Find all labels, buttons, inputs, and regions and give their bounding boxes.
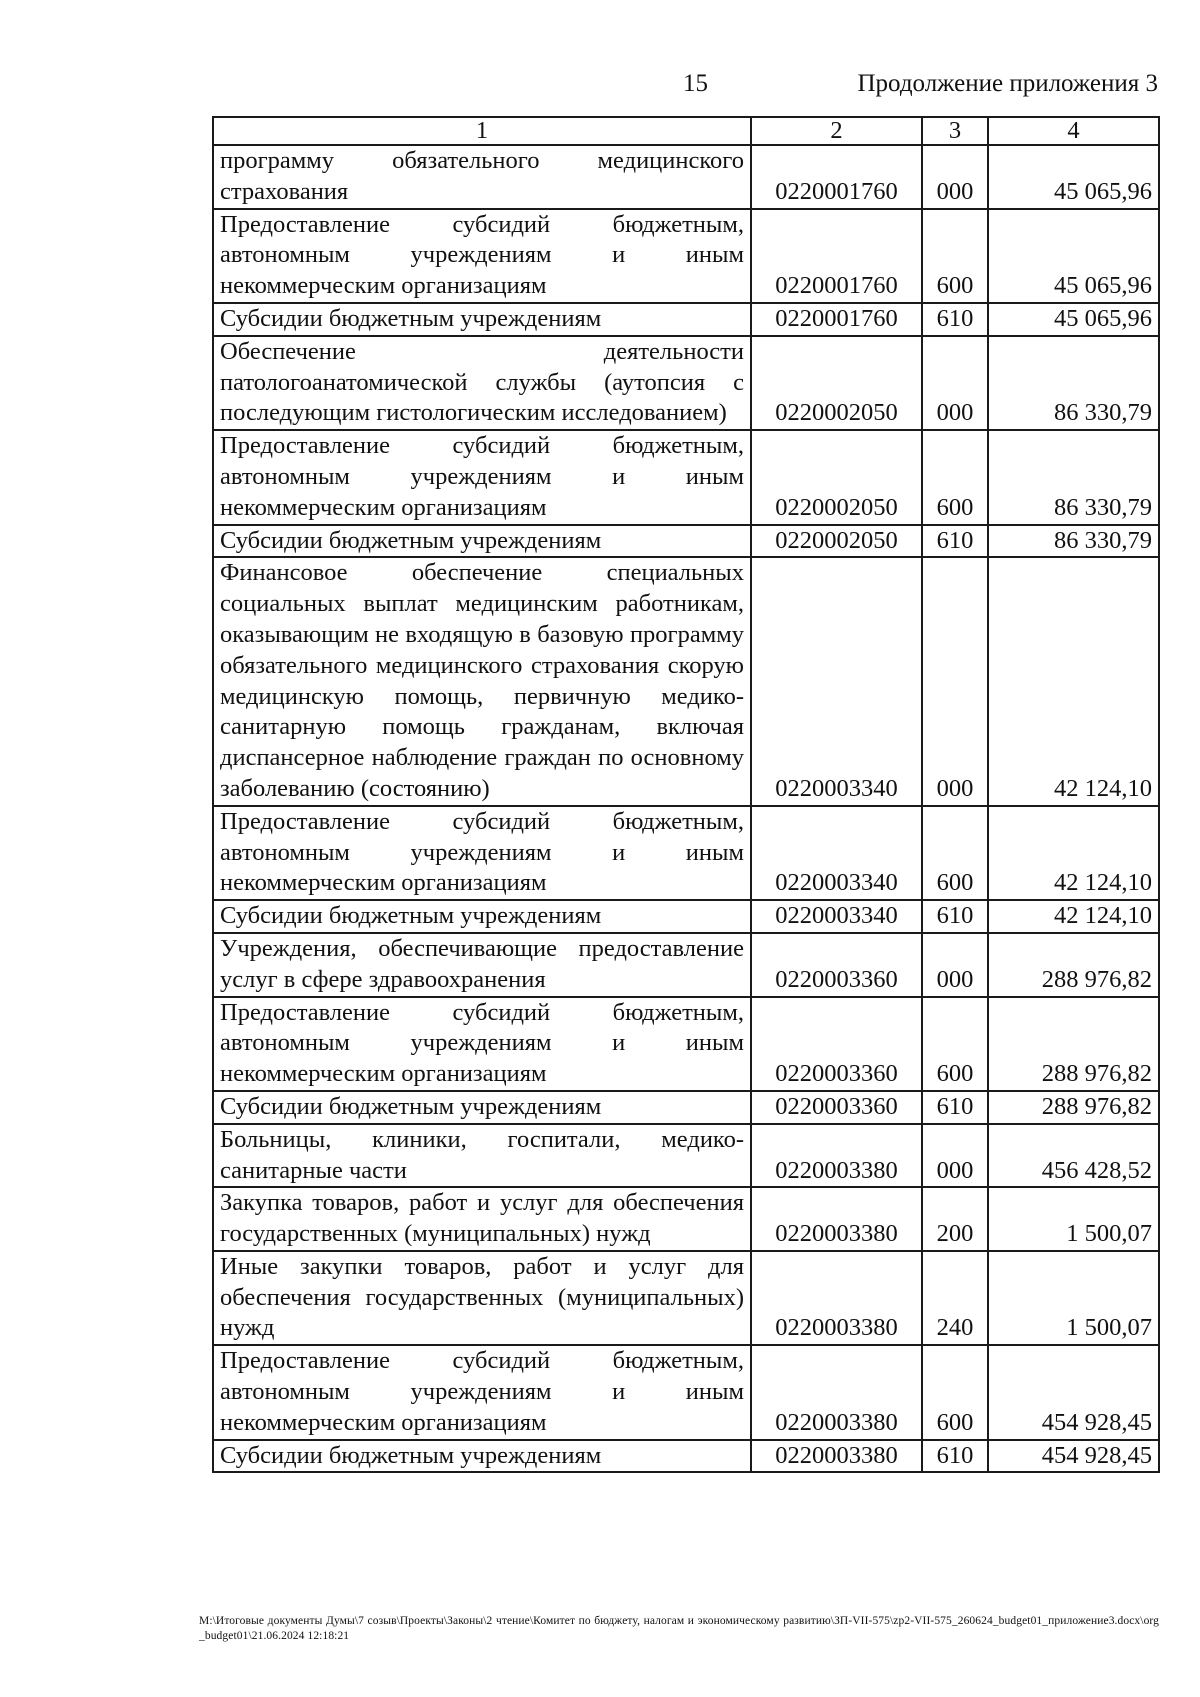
table-row [213, 1187, 1159, 1251]
row-type: 000 [922, 933, 988, 997]
column-header-2: 2 [751, 117, 922, 145]
row-amount: 42 124,10 [988, 557, 1159, 805]
table-row [213, 1091, 1159, 1124]
table-row [213, 806, 1159, 900]
row-code: 0220001760 [751, 209, 922, 303]
row-name: Учреждения, обеспечивающие предоставление услуг в сфере здравоохранения [213, 933, 751, 997]
row-type: 000 [922, 1124, 988, 1188]
table-row [213, 209, 1159, 303]
row-name: Субсидии бюджетным учреждениям [213, 1440, 751, 1473]
row-type: 610 [922, 1091, 988, 1124]
table-row [213, 145, 1159, 209]
column-header-4: 4 [988, 117, 1159, 145]
row-name: Финансовое обеспечение специальных социальных выплат медицинским работникам, оказывающим не входящую в базовую программу обязательного медицинского страхования скорую медицинскую помощь, первичную медико-санитарную помощь гражданам, включая диспансерное наблюдение граждан по основному заболеванию (состоянию) [213, 557, 751, 805]
row-name: Субсидии бюджетным учреждениям [213, 1091, 751, 1124]
table-row [213, 430, 1159, 524]
row-code: 0220002050 [751, 430, 922, 524]
row-type: 600 [922, 806, 988, 900]
row-amount: 288 976,82 [988, 997, 1159, 1091]
row-name: Предоставление субсидий бюджетным, автономным учреждениям и иным некоммерческим организациям [213, 997, 751, 1091]
table-row [213, 1251, 1159, 1345]
row-code: 0220003380 [751, 1345, 922, 1439]
row-type: 600 [922, 209, 988, 303]
row-code: 0220003380 [751, 1187, 922, 1251]
row-code: 0220003380 [751, 1124, 922, 1188]
row-type: 610 [922, 1440, 988, 1473]
row-type: 610 [922, 303, 988, 336]
row-amount: 42 124,10 [988, 806, 1159, 900]
row-name: Иные закупки товаров, работ и услуг для обеспечения государственных (муниципальных) нужд [213, 1251, 751, 1345]
row-amount: 45 065,96 [988, 209, 1159, 303]
row-type: 200 [922, 1187, 988, 1251]
row-code: 0220003380 [751, 1251, 922, 1345]
row-amount: 454 928,45 [988, 1345, 1159, 1439]
row-name: Закупка товаров, работ и услуг для обеспечения государственных (муниципальных) нужд [213, 1187, 751, 1251]
row-amount: 288 976,82 [988, 933, 1159, 997]
table-row [213, 303, 1159, 336]
row-amount: 1 500,07 [988, 1251, 1159, 1345]
row-type: 000 [922, 557, 988, 805]
table-row [213, 525, 1159, 558]
table-row [213, 1124, 1159, 1188]
row-code: 0220003380 [751, 1440, 922, 1473]
row-type: 600 [922, 997, 988, 1091]
row-name: Предоставление субсидий бюджетным, автономным учреждениям и иным некоммерческим организациям [213, 806, 751, 900]
table-row [213, 1440, 1159, 1473]
row-code: 0220003340 [751, 806, 922, 900]
appendix-continuation-note: Продолжение приложения 3 [857, 70, 1158, 97]
table-row [213, 1345, 1159, 1439]
row-name: программу обязательного медицинского страхования [213, 145, 751, 209]
row-amount: 45 065,96 [988, 303, 1159, 336]
row-amount: 288 976,82 [988, 1091, 1159, 1124]
table-row [213, 997, 1159, 1091]
row-code: 0220003360 [751, 933, 922, 997]
row-name: Предоставление субсидий бюджетным, автономным учреждениям и иным некоммерческим организациям [213, 430, 751, 524]
row-type: 240 [922, 1251, 988, 1345]
row-amount: 456 428,52 [988, 1124, 1159, 1188]
page-number: 15 [683, 70, 708, 97]
row-type: 600 [922, 430, 988, 524]
row-amount: 86 330,79 [988, 430, 1159, 524]
column-header-1: 1 [213, 117, 751, 145]
row-amount: 454 928,45 [988, 1440, 1159, 1473]
row-amount: 86 330,79 [988, 336, 1159, 430]
row-name: Предоставление субсидий бюджетным, автономным учреждениям и иным некоммерческим организациям [213, 209, 751, 303]
table-row [213, 336, 1159, 430]
table-row [213, 557, 1159, 805]
row-type: 000 [922, 336, 988, 430]
row-amount: 86 330,79 [988, 525, 1159, 558]
row-name: Предоставление субсидий бюджетным, автономным учреждениям и иным некоммерческим организациям [213, 1345, 751, 1439]
document-file-path: М:\Итоговые документы Думы\7 созыв\Проекты\Законы\2 чтение\Комитет по бюджету, налогам и экономическому развитию\ЗП-VII-575\zp2-VII-575_260624_budget01_приложение3.docx\org_budget01\21.06.2024 12:18:21 [199, 1615, 1159, 1642]
row-amount: 1 500,07 [988, 1187, 1159, 1251]
row-code: 0220003340 [751, 557, 922, 805]
row-type: 610 [922, 900, 988, 933]
row-name: Субсидии бюджетным учреждениям [213, 900, 751, 933]
table-row [213, 900, 1159, 933]
row-type: 000 [922, 145, 988, 209]
row-code: 0220003360 [751, 1091, 922, 1124]
row-code: 0220002050 [751, 336, 922, 430]
table-header-row [213, 117, 1159, 145]
row-name: Субсидии бюджетным учреждениям [213, 525, 751, 558]
row-type: 610 [922, 525, 988, 558]
row-type: 600 [922, 1345, 988, 1439]
row-name: Субсидии бюджетным учреждениям [213, 303, 751, 336]
row-code: 0220001760 [751, 303, 922, 336]
row-amount: 42 124,10 [988, 900, 1159, 933]
row-code: 0220002050 [751, 525, 922, 558]
budget-table [212, 116, 1160, 1473]
row-amount: 45 065,96 [988, 145, 1159, 209]
row-code: 0220003340 [751, 900, 922, 933]
row-name: Обеспечение деятельности патологоанатомической службы (аутопсия с последующим гистологическим исследованием) [213, 336, 751, 430]
column-header-3: 3 [922, 117, 988, 145]
table-row [213, 933, 1159, 997]
row-name: Больницы, клиники, госпитали, медико-санитарные части [213, 1124, 751, 1188]
row-code: 0220001760 [751, 145, 922, 209]
row-code: 0220003360 [751, 997, 922, 1091]
